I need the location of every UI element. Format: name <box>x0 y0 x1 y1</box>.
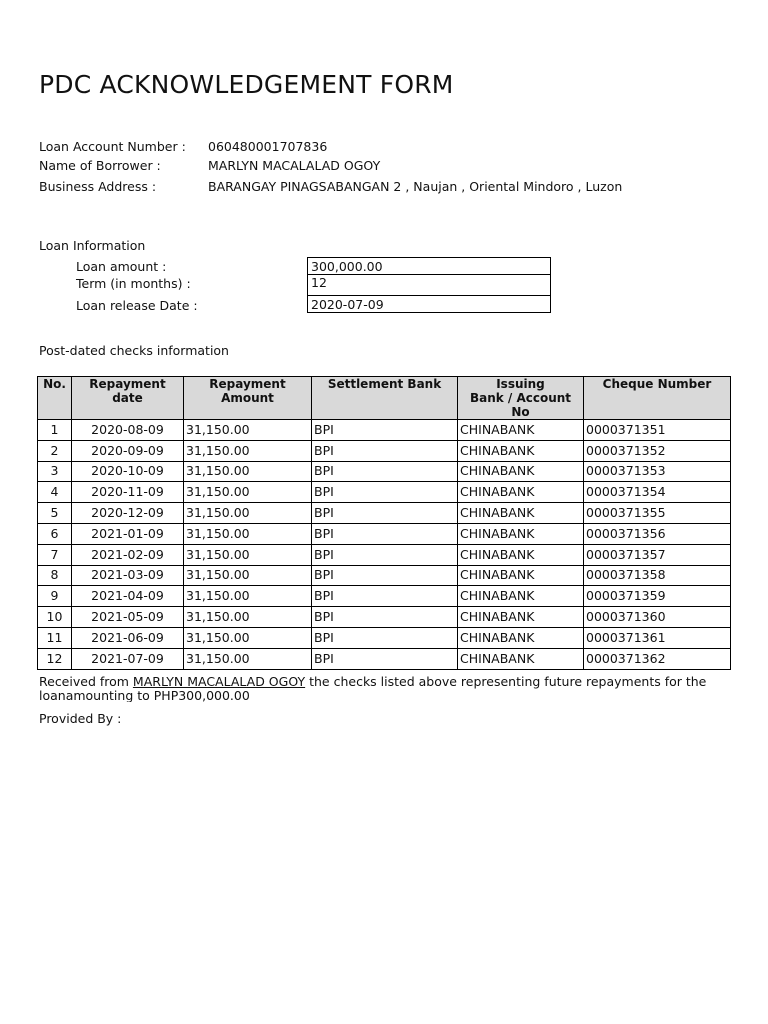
table-row <box>38 627 731 648</box>
post-dated-checks-heading: Post-dated checks information <box>39 343 229 358</box>
loan-account-number-label: Loan Account Number : <box>39 139 186 154</box>
cell-issuing-bank: CHINABANK <box>458 544 584 565</box>
table-row <box>38 607 731 628</box>
table-row <box>38 523 731 544</box>
cell-no: 10 <box>38 607 72 628</box>
table-row <box>38 440 731 461</box>
table-row <box>38 503 731 524</box>
cell-repayment-amount: 31,150.00 <box>184 627 312 648</box>
cell-settlement-bank: BPI <box>312 586 458 607</box>
cell-issuing-bank: CHINABANK <box>458 648 584 669</box>
loan-amount-label: Loan amount : <box>76 259 167 274</box>
cell-issuing-bank: CHINABANK <box>458 565 584 586</box>
cell-repayment-date: 2020-11-09 <box>72 482 184 503</box>
header-issuing-bank <box>458 377 584 420</box>
table-row <box>38 648 731 669</box>
cell-repayment-amount: 31,150.00 <box>184 420 312 441</box>
cell-cheque-number: 0000371358 <box>584 565 731 586</box>
cell-no: 1 <box>38 420 72 441</box>
cell-repayment-date: 2021-04-09 <box>72 586 184 607</box>
cell-no: 5 <box>38 503 72 524</box>
cell-settlement-bank: BPI <box>312 544 458 565</box>
received-borrower-name: MARLYN MACALALAD OGOY <box>132 675 306 689</box>
header-repayment-amount: Repayment Amount <box>184 377 312 420</box>
table-row <box>38 482 731 503</box>
loan-release-date-label: Loan release Date : <box>76 298 198 313</box>
loan-account-number-value: 060480001707836 <box>208 139 328 154</box>
cell-repayment-date: 2020-10-09 <box>72 461 184 482</box>
cell-no: 12 <box>38 648 72 669</box>
received-suffix: the checks listed above representing future repayments for the loanamounting to PHP300,000.00 <box>39 675 707 702</box>
cell-no: 3 <box>38 461 72 482</box>
cell-no: 9 <box>38 586 72 607</box>
cell-repayment-amount: 31,150.00 <box>184 482 312 503</box>
cell-issuing-bank: CHINABANK <box>458 627 584 648</box>
cell-settlement-bank: BPI <box>312 627 458 648</box>
cell-settlement-bank: BPI <box>312 461 458 482</box>
cell-no: 4 <box>38 482 72 503</box>
business-address-label: Business Address : <box>39 179 157 194</box>
cell-issuing-bank: CHINABANK <box>458 503 584 524</box>
cell-repayment-amount: 31,150.00 <box>184 440 312 461</box>
table-row <box>38 420 731 441</box>
cell-cheque-number: 0000371351 <box>584 420 731 441</box>
table-row <box>38 586 731 607</box>
cell-settlement-bank: BPI <box>312 523 458 544</box>
cell-cheque-number: 0000371352 <box>584 440 731 461</box>
cell-repayment-date: 2021-05-09 <box>72 607 184 628</box>
cell-repayment-amount: 31,150.00 <box>184 544 312 565</box>
cell-settlement-bank: BPI <box>312 648 458 669</box>
cell-repayment-amount: 31,150.00 <box>184 607 312 628</box>
cell-cheque-number: 0000371354 <box>584 482 731 503</box>
table-row <box>38 461 731 482</box>
header-repayment-date: Repayment date <box>72 377 184 420</box>
business-address-value: BARANGAY PINAGSABANGAN 2 , Naujan , Oriental Mindoro , Luzon <box>208 179 623 194</box>
cell-no: 6 <box>38 523 72 544</box>
header-settlement-bank: Settlement Bank <box>312 377 458 420</box>
borrower-name-label: Name of Borrower : <box>39 158 161 173</box>
checks-table <box>37 376 731 670</box>
loan-term-value: 12 <box>307 274 551 296</box>
received-prefix: Received from <box>39 675 133 689</box>
cell-repayment-date: 2021-03-09 <box>72 565 184 586</box>
borrower-name-value: MARLYN MACALALAD OGOY <box>208 158 381 173</box>
cell-no: 8 <box>38 565 72 586</box>
cell-settlement-bank: BPI <box>312 420 458 441</box>
header-cheque-number: Cheque Number <box>584 377 731 420</box>
cell-cheque-number: 0000371357 <box>584 544 731 565</box>
cell-cheque-number: 0000371362 <box>584 648 731 669</box>
provided-by-label: Provided By : <box>39 711 122 726</box>
cell-issuing-bank: CHINABANK <box>458 440 584 461</box>
cell-issuing-bank: CHINABANK <box>458 461 584 482</box>
cell-repayment-amount: 31,150.00 <box>184 565 312 586</box>
header-issuing-line2: Bank / Account No <box>469 391 572 419</box>
cell-issuing-bank: CHINABANK <box>458 523 584 544</box>
cell-repayment-amount: 31,150.00 <box>184 648 312 669</box>
cell-issuing-bank: CHINABANK <box>458 482 584 503</box>
cell-no: 2 <box>38 440 72 461</box>
header-no: No. <box>38 377 72 420</box>
cell-repayment-amount: 31,150.00 <box>184 503 312 524</box>
loan-information-heading: Loan Information <box>39 238 146 253</box>
loan-term-label: Term (in months) : <box>76 276 191 291</box>
cell-cheque-number: 0000371355 <box>584 503 731 524</box>
page-title: PDC ACKNOWLEDGEMENT FORM <box>39 70 454 99</box>
cell-repayment-date: 2021-02-09 <box>72 544 184 565</box>
received-statement <box>39 675 719 702</box>
cell-no: 7 <box>38 544 72 565</box>
cell-repayment-amount: 31,150.00 <box>184 461 312 482</box>
loan-amount-value: 300,000.00 <box>307 257 551 275</box>
cell-cheque-number: 0000371359 <box>584 586 731 607</box>
header-issuing-line1: Issuing <box>496 377 545 391</box>
checks-table-body <box>38 420 731 670</box>
cell-settlement-bank: BPI <box>312 503 458 524</box>
cell-repayment-date: 2021-01-09 <box>72 523 184 544</box>
cell-repayment-date: 2020-09-09 <box>72 440 184 461</box>
cell-repayment-date: 2021-07-09 <box>72 648 184 669</box>
cell-repayment-date: 2020-08-09 <box>72 420 184 441</box>
cell-repayment-amount: 31,150.00 <box>184 586 312 607</box>
cell-repayment-amount: 31,150.00 <box>184 523 312 544</box>
cell-cheque-number: 0000371361 <box>584 627 731 648</box>
cell-issuing-bank: CHINABANK <box>458 420 584 441</box>
cell-issuing-bank: CHINABANK <box>458 607 584 628</box>
table-row <box>38 544 731 565</box>
cell-no: 11 <box>38 627 72 648</box>
checks-table-header-row <box>38 377 731 420</box>
cell-cheque-number: 0000371353 <box>584 461 731 482</box>
cell-repayment-date: 2020-12-09 <box>72 503 184 524</box>
cell-cheque-number: 0000371360 <box>584 607 731 628</box>
loan-release-date-value: 2020-07-09 <box>307 295 551 313</box>
cell-settlement-bank: BPI <box>312 440 458 461</box>
cell-cheque-number: 0000371356 <box>584 523 731 544</box>
cell-repayment-date: 2021-06-09 <box>72 627 184 648</box>
cell-settlement-bank: BPI <box>312 565 458 586</box>
cell-issuing-bank: CHINABANK <box>458 586 584 607</box>
cell-settlement-bank: BPI <box>312 607 458 628</box>
table-row <box>38 565 731 586</box>
cell-settlement-bank: BPI <box>312 482 458 503</box>
